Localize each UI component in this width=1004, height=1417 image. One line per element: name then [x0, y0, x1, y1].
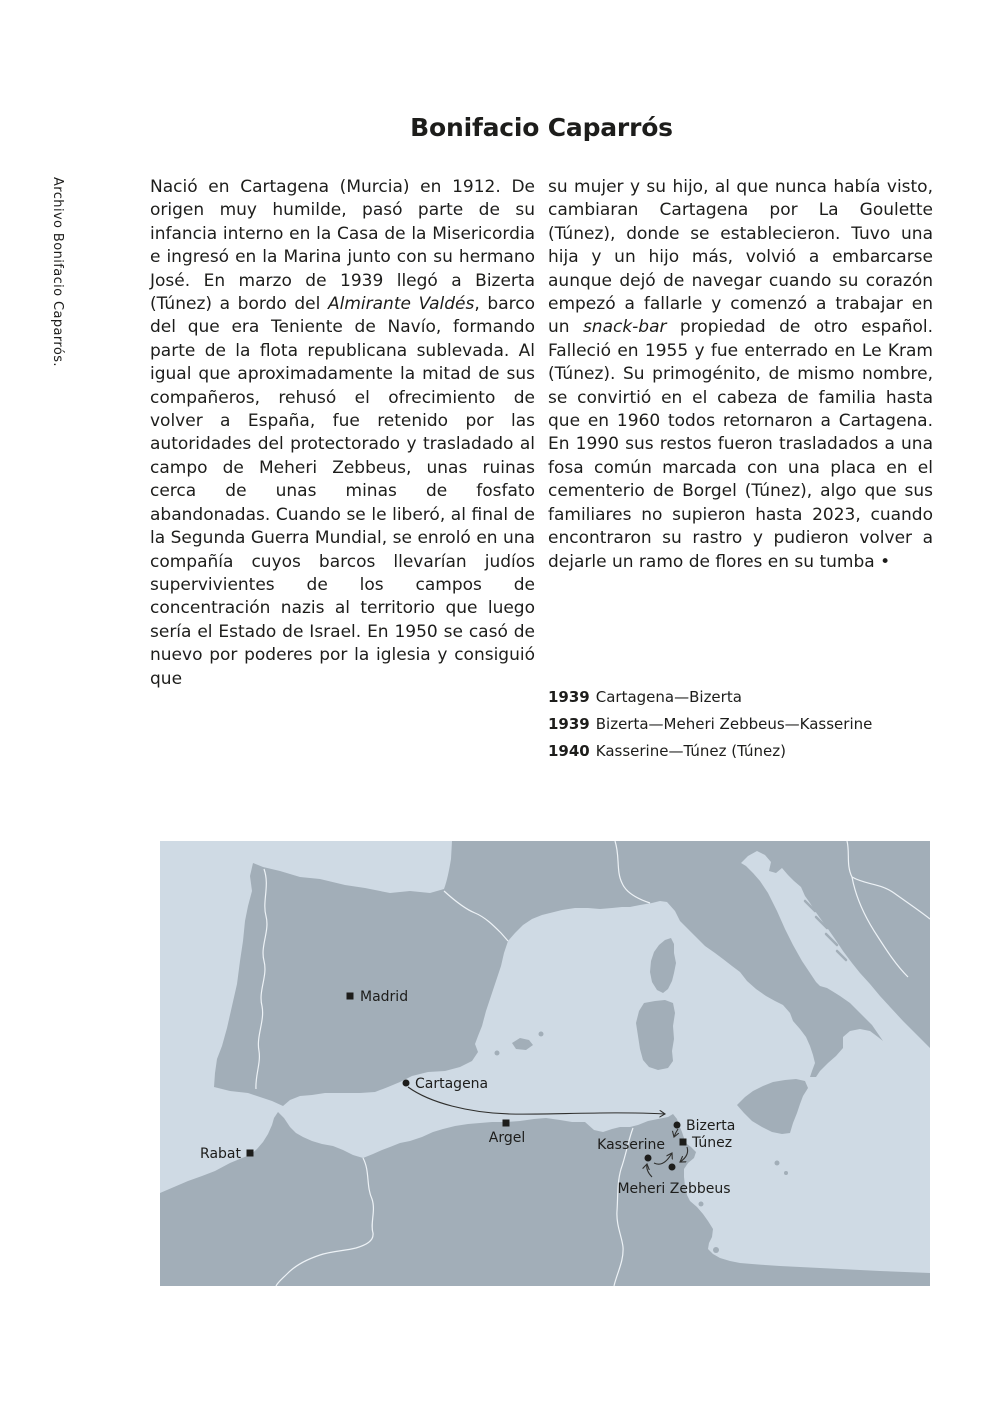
island-kerkennah	[699, 1202, 704, 1207]
itinerary-row	[548, 738, 872, 765]
body-text: •	[880, 551, 891, 572]
italic-text: Almirante Valdés	[328, 294, 475, 315]
body-text: propiedad de otro español. Falleció en 1955 y fue enterrado en Le Kram (Túnez). Su primogénito, de mismo nombre, se convirtió en el cabeza de familia hasta que en 1960 todos retornaron a Cartagena. En 1990 sus restos fueron trasladados a una fosa común marcada con una placa en el cementerio de Borgel (Túnez), algo que sus familiares no supieron hasta 2023, cuando encontraron su rastro y pudieron volver a dejarle un ramo de flores en su tumba	[548, 317, 933, 572]
city-label: Cartagena	[415, 1076, 489, 1092]
city-marker-dot	[669, 1164, 676, 1171]
article-column-right	[548, 176, 933, 574]
city-marker-dot	[403, 1080, 410, 1087]
city-marker-dot	[674, 1122, 681, 1129]
page-title: Bonifacio Caparrós	[410, 112, 673, 142]
city-label: Bizerta	[686, 1118, 736, 1134]
city-label: Túnez	[692, 1135, 733, 1151]
itinerary-route: Bizerta—Meheri Zebbeus—Kasserine	[595, 715, 873, 733]
body-text: Nació en Cartagena (Murcia) en 1912. De origen muy humilde, pasó parte de su infancia interno en la Casa de la Misericordia e ingresó en la Marina junto con su hermano José. En marzo de 1939 llegó a Bizerta (Túnez) a bordo del	[150, 177, 535, 315]
itinerary-route: Kasserine—Túnez (Túnez)	[595, 742, 786, 760]
island-elba	[707, 939, 711, 943]
city-label: Madrid	[360, 989, 409, 1005]
itinerary-row	[548, 711, 872, 738]
city-marker-square	[347, 993, 354, 1000]
island-malta	[784, 1171, 788, 1175]
photo-credit: Archivo Bonifacio Caparrós.	[50, 177, 65, 367]
mediterranean-map	[160, 841, 930, 1286]
article-column-left	[150, 176, 535, 691]
body-text: su mujer y su hijo, al que nunca había visto, cambiaran Cartagena por La Goulette (Túnez), donde se establecieron. Tuvo una hija y un hijo más, volvió a embarcarse aunque dejó de navegar cuando su corazón empezó a fallarle y comenzó a trabajar en un	[548, 177, 933, 338]
city-marker-square	[503, 1120, 510, 1127]
island-ibiza	[495, 1051, 500, 1056]
itinerary-route: Cartagena—Bizerta	[595, 688, 742, 706]
itinerary-year: 1940	[548, 742, 590, 760]
city-label: Meheri Zebbeus	[617, 1181, 731, 1197]
city-label: Kasserine	[597, 1137, 665, 1153]
body-text: , barco del que era Teniente de Navío, formando parte de la flota republicana sublevada. Al igual que aproximadamente la mitad de sus compañeros, rehusó el ofrecimiento de volver a España, fue retenido por las autoridades del protectorado y trasladado al campo de Meheri Zebbeus, unas ruinas cerca de unas minas de fosfato abandonadas. Cuando se le liberó, al final de la Segunda Guerra Mundial, se enroló en una compañía cuyos barcos llevarían judíos supervivientes de los campos de concentración nazis al territorio que luego sería el Estado de Israel. En 1950 se casó de nuevo por poderes por la iglesia y consiguió que	[150, 294, 535, 689]
city-marker-dot	[645, 1155, 652, 1162]
city-label: Argel	[488, 1130, 526, 1146]
city-marker-square	[247, 1150, 254, 1157]
itinerary-list	[548, 684, 872, 765]
itinerary-year: 1939	[548, 715, 590, 733]
itinerary-row	[548, 684, 872, 711]
island-djerba	[713, 1247, 719, 1253]
city-marker-square	[680, 1139, 687, 1146]
italic-text: snack-bar	[582, 317, 667, 338]
island-menorca	[539, 1032, 544, 1037]
city-label: Rabat	[200, 1146, 241, 1162]
itinerary-year: 1939	[548, 688, 590, 706]
island-pantelleria	[775, 1161, 780, 1166]
